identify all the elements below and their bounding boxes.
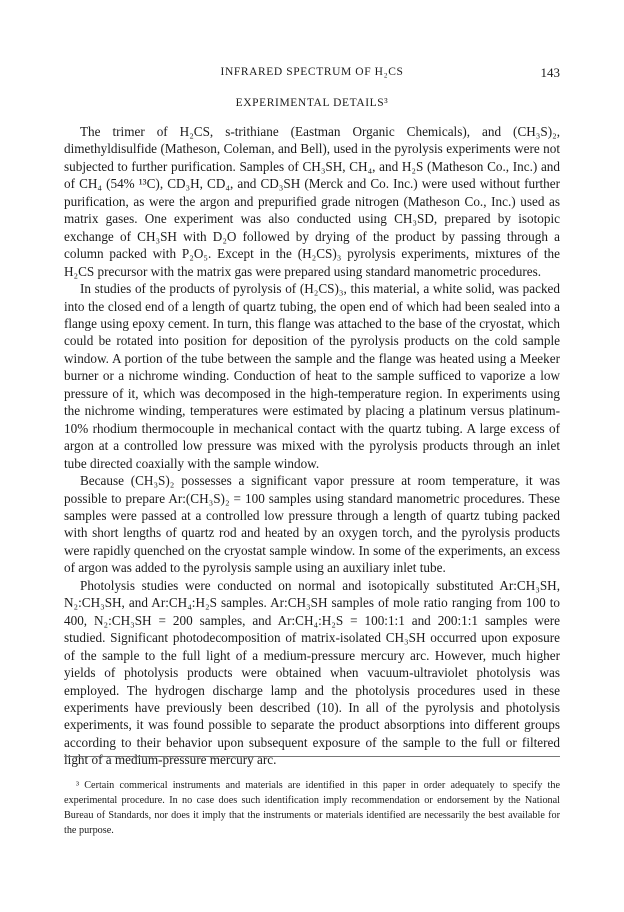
footnote: ³ Certain commerical instruments and materials are identified in this paper in order adequately to specify the experimental procedure. In no case does such identification imply recommendation or endorsement by the National Bureau of Standards, nor does it imply that the instruments or materials identified are necessarily the best available for the purpose. xyxy=(64,780,560,837)
paragraph-photolysis: Photolysis studies were conducted on normal and isotopically substituted Ar:CH₃SH, N₂:CH₃SH, and Ar:CH₄:H₂S samples. Ar:CH₃SH samples of mole ratio ranging from 100 to 400, N₂:CH₃SH = 200 samples, and Ar:CH₄:H₂S = 100:1:1 and 200:1:1 samples were studied. Significant photodecomposition of matrix-isolated CH₃SH occurred upon exposure of the sample to the full light of a medium-pressure mercury arc. However, much higher yields of photolysis products were obtained when vacuum-ultraviolet photolysis was employed. The hydrogen discharge lamp and the photolysis procedures used in these experiments have previously been described (10). In all of the pyrolysis and photolysis experiments, it was found possible to separate the product absorptions into different groups according to their behavior upon subsequent exposure of the sample to the full or filtered light of a medium-pressure mercury arc. xyxy=(64,577,560,768)
body-text xyxy=(64,123,560,769)
paragraph-trithiane-pyrolysis: In studies of the products of pyrolysis of (H₂CS)₃, this material, a white solid, was packed into the closed end of a length of quartz tubing, the open end of which had been sealed into a flange using epoxy cement. In turn, this flange was attached to the base of the cryostat, which could be rotated into position for deposition of the pyrolysis products on the cold sample window. A portion of the tube between the sample and the flange was heated using a Meeker burner or a nichrome winding. Conduction of heat to the sample sufficed to vaporize a low pressure of it, which was decomposed in the high-temperature region. In experiments using the nichrome winding, temperatures were estimated by placing a platinum versus platinum-10% rhodium thermocouple in mechanical contact with the quartz tubing. A large excess of argon at a controlled low pressure was mixed with the pyrolysis products through an inlet tube directed coaxially with the sample window. xyxy=(64,281,560,471)
page-number: 143 xyxy=(540,65,560,80)
running-head xyxy=(64,66,560,86)
section-title: EXPERIMENTAL DETAILS³ xyxy=(235,97,389,109)
footnote-rule xyxy=(64,756,560,757)
paragraph-materials: The trimer of H₂CS, s-trithiane (Eastman Organic Chemicals), and (CH₃S)₂, dimethyldisulfide (Matheson, Coleman, and Bell), used in the pyrolysis experiments were not subjected to further purification. Samples of CH₃SH, CH₄, and H₂S (Matheson Co., Inc.) and of CH₄ (54% ¹³C), CD₃H, CD₄, and CD₃SH (Merck and Co. Inc.) were used without further purification, as were the argon and prepurified grade nitrogen (Matheson Co., Inc.) used as matrix gases. One experiment was also conducted using CH₃SD, prepared by isotopic exchange of CH₃SH with D₂O followed by drying of the product by passing through a column packed with P₂O₅. Except in the (H₂CS)₃ pyrolysis experiments, mixtures of the H₂CS precursor with the matrix gas were prepared using standard manometric procedures. xyxy=(64,124,560,279)
running-title: INFRARED SPECTRUM OF H₂CS xyxy=(220,66,404,78)
paragraph-disulfide-pyrolysis: Because (CH₃S)₂ possesses a significant vapor pressure at room temperature, it was possible to prepare Ar:(CH₃S)₂ = 100 samples using standard manometric procedures. These samples were passed at a controlled low pressure through a length of quartz tubing packed with short lengths of quartz rod and heated by an oxygen torch, and the pyrolysis products were rapidly quenched on the cryostat sample window. In some of the experiments, an excess of argon was added to the pyrolysis sample using an auxiliary inlet tube. xyxy=(64,473,560,576)
